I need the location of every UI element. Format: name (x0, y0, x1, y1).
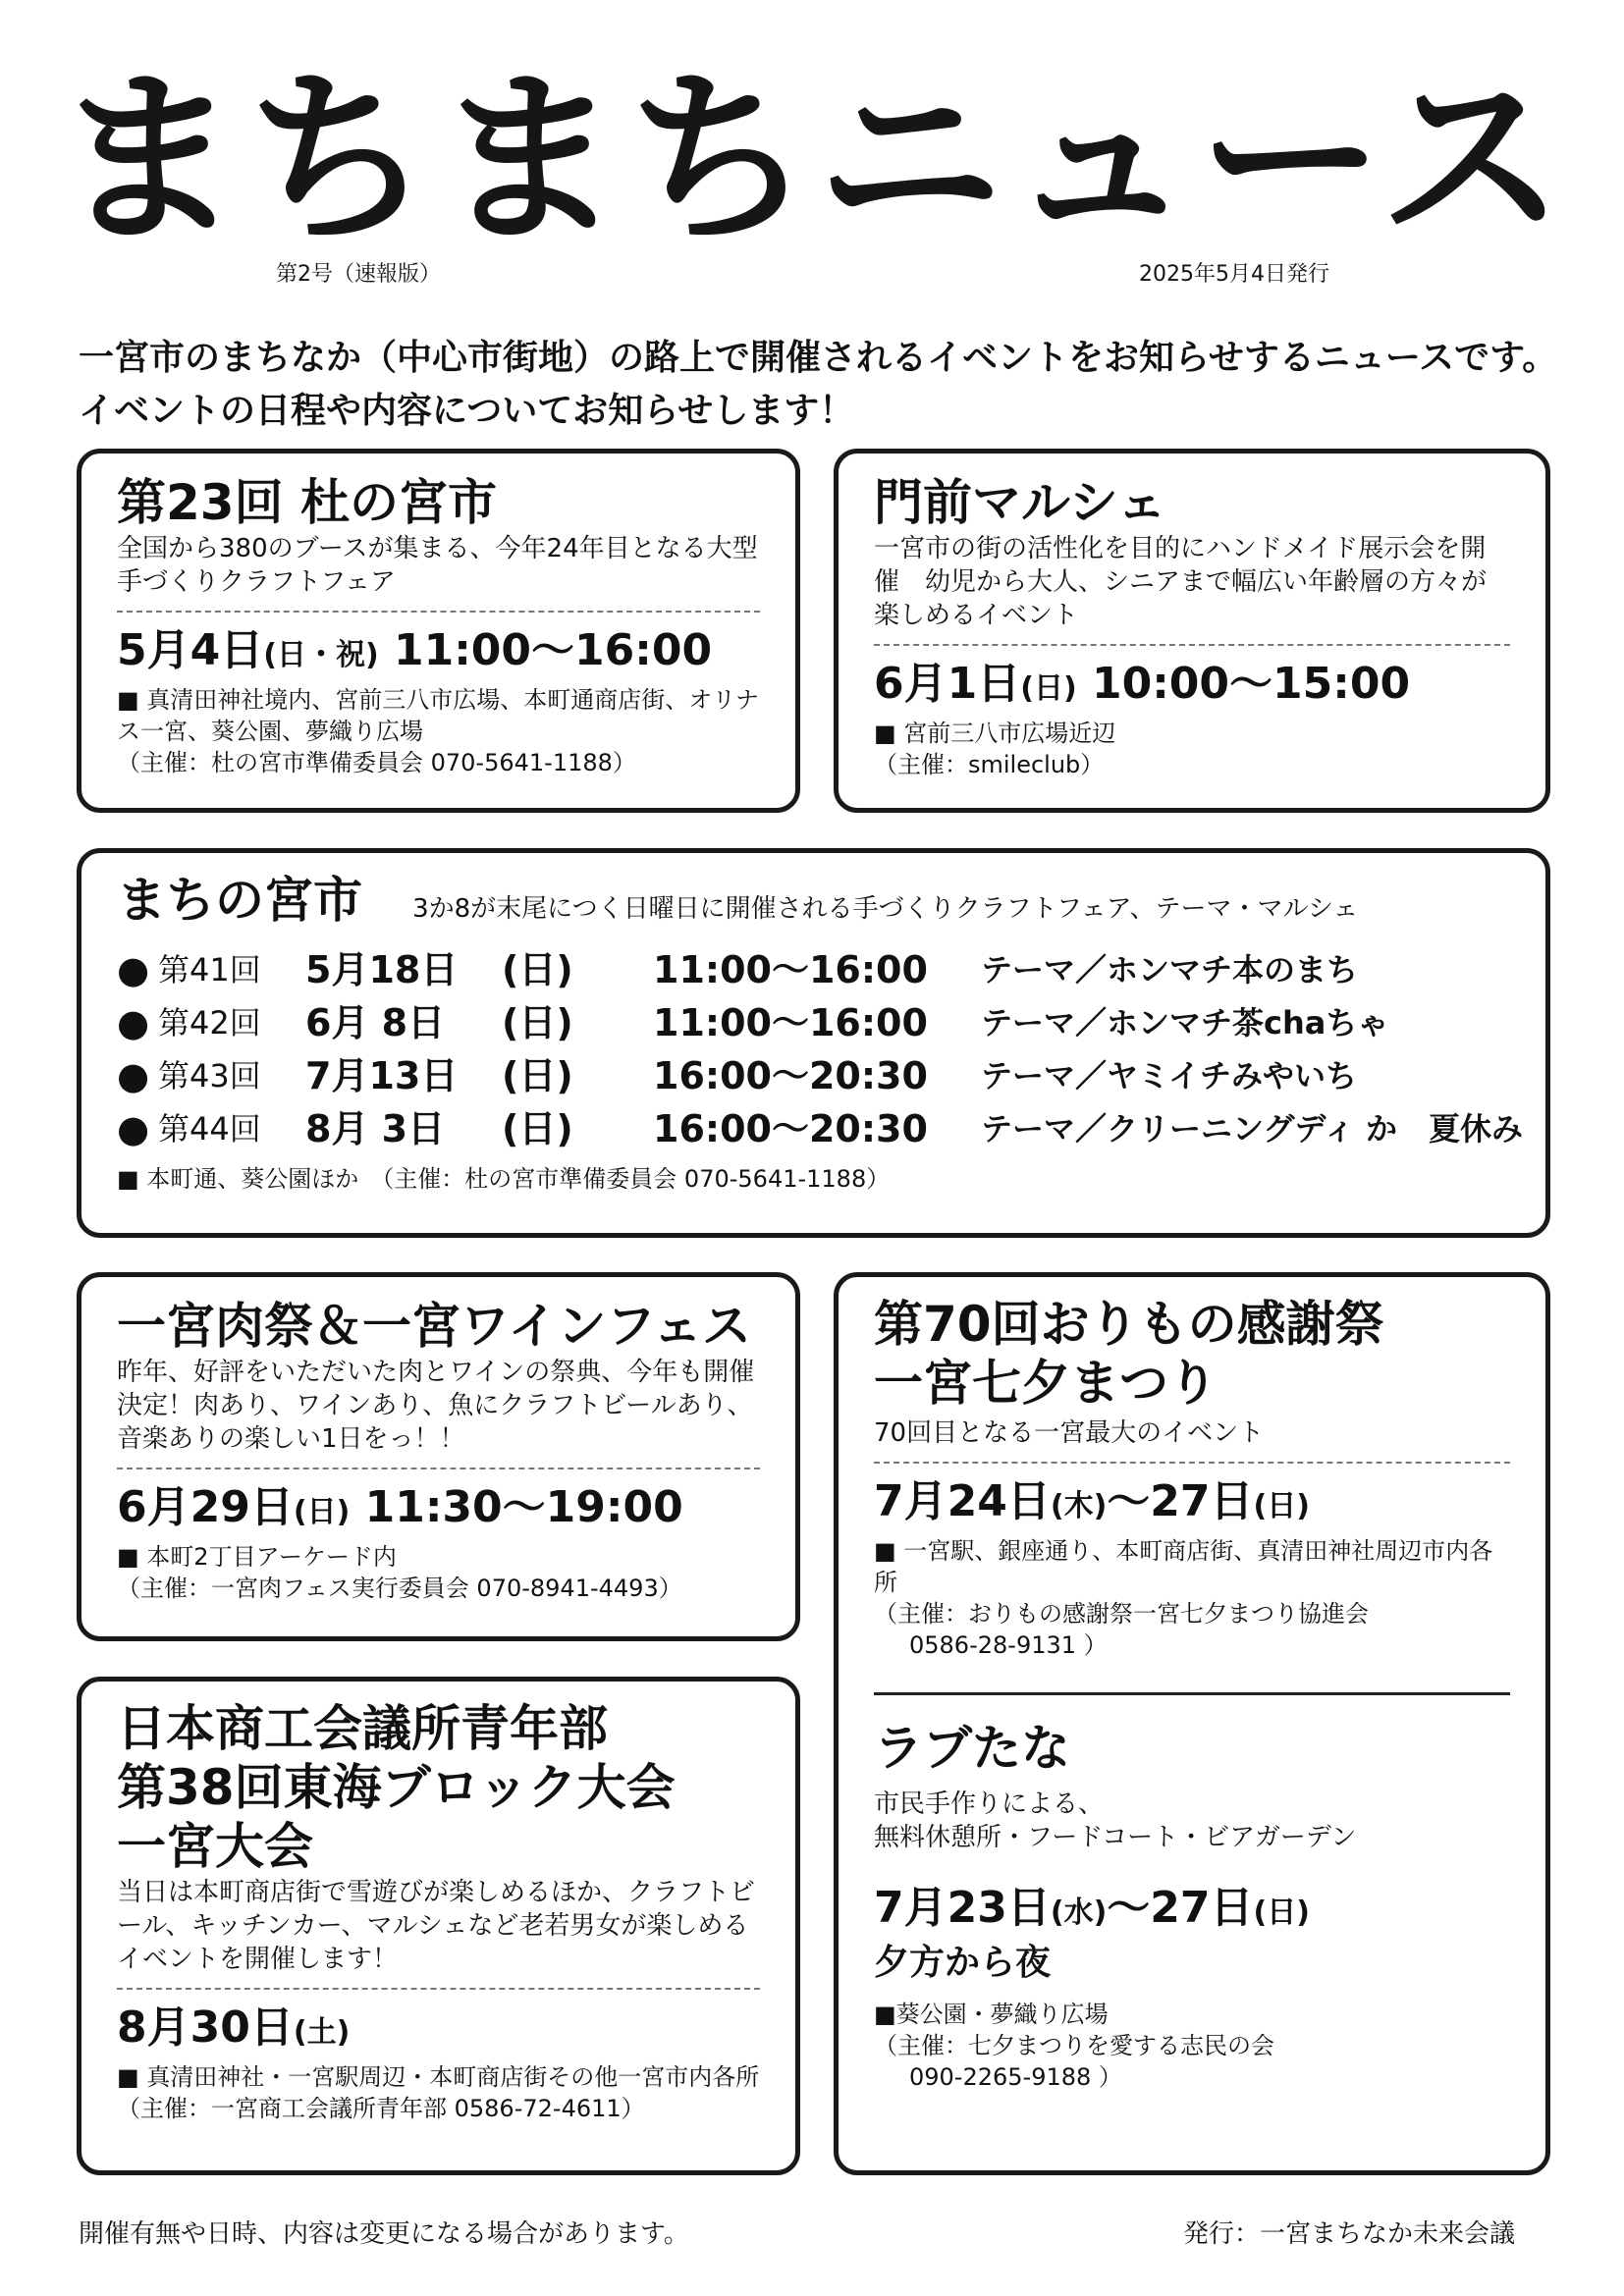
event-organizer-line-1: （主催：七夕まつりを愛する志民の会 (874, 2032, 1274, 2059)
event-card-machinomiya (77, 848, 1550, 1238)
event-location: ■ 一宮駅、銀座通り、本町商店街、真清田神社周辺市内各所 (874, 1537, 1493, 1596)
schedule-num: 第44回 (158, 1110, 261, 1148)
date-weekday: (土) (293, 2015, 351, 2050)
event-location: ■ 宮前三八市広場近辺 (874, 720, 1116, 747)
schedule-date: 7月13日 (305, 1054, 459, 1097)
schedule-num: 第43回 (158, 1057, 261, 1095)
schedule-theme: テーマ／ホンマチ茶chaちゃ (981, 1004, 1389, 1041)
divider (874, 1462, 1510, 1464)
event-card-morinomiya (77, 449, 800, 813)
event-time: 10:00〜15:00 (1091, 659, 1411, 709)
date-end-weekday: (日) (1253, 1489, 1310, 1523)
event-title: 第23回 杜の宮市 (117, 474, 497, 531)
schedule-num: 第42回 (158, 1004, 261, 1041)
event-description: 全国から380のブースが集まる、今年24年目となる大型手づくりクラフトフェア (117, 534, 758, 597)
event-title: まちの宮市 (117, 872, 362, 929)
divider (117, 1988, 760, 1990)
event-time: 11:30〜19:00 (364, 1482, 683, 1532)
event-title: 門前マルシェ (874, 474, 1166, 531)
event-card-monzen (834, 449, 1550, 813)
event-organizer-line-2: 0586-28-9131 ） (909, 1631, 1108, 1659)
publish-date: 2025年5月4日発行 (1139, 262, 1329, 287)
event-title-line-1: 日本商工会議所青年部 (117, 1700, 608, 1757)
event-description-line-1: 市民手作りによる、 (874, 1789, 1105, 1819)
event-date (874, 1880, 1510, 1942)
event-title-line-2: 第38回東海ブロック大会 (117, 1759, 676, 1816)
event-title-line-1: 第70回おりもの感謝祭 (874, 1296, 1384, 1353)
date-weekday: (日) (1020, 671, 1077, 706)
schedule-bullet: ● (117, 1107, 150, 1150)
schedule-day: (日) (502, 1107, 573, 1150)
event-organizer-line-2: 090-2265-9188 ） (909, 2063, 1122, 2091)
event-location: ■ 真清田神社・一宮駅周辺・本町商店街その他一宮市内各所 (117, 2063, 760, 2091)
event-description: 昨年、好評をいただいた肉とワインの祭典、今年も開催決定！肉あり、ワインあり、魚にクラフトビールあり、音楽ありの楽しい1日をっ！！ (117, 1358, 755, 1454)
event-subtitle: 3か8が末尾につく日曜日に開催される手づくりクラフトフェア、テーマ・マルシェ (412, 894, 1359, 924)
date-main: 8月30日 (117, 2002, 294, 2053)
schedule-num: 第41回 (158, 951, 261, 988)
event-date (117, 1479, 760, 1541)
event-location: ■ 本町2丁目アーケード内 (117, 1543, 397, 1571)
date-end-weekday: (日) (1253, 1896, 1310, 1930)
schedule-time: 16:00〜20:30 (653, 1107, 928, 1150)
event-description: 当日は本町商店街で雪遊びが楽しめるほか、クラフトビール、キッチンカー、マルシェなど老若男女が楽しめるイベントを開催します！ (117, 1878, 756, 1974)
schedule-theme: テーマ／ホンマチ本のまち (981, 951, 1359, 988)
event-description: 70回目となる一宮最大のイベント (874, 1418, 1265, 1448)
event-header (117, 871, 1510, 930)
schedule-row (117, 1049, 1510, 1102)
date-tilde: 〜 (1107, 1476, 1151, 1526)
divider (874, 644, 1510, 646)
schedule-bullet: ● (117, 948, 150, 991)
schedule-date: 5月18日 (305, 948, 459, 991)
event-title-line-2: 一宮七夕まつり (874, 1355, 1218, 1412)
schedule-row (117, 996, 1510, 1049)
schedule-day: (日) (502, 1001, 573, 1044)
event-date (874, 656, 1510, 718)
event-title-lovetana: ラブたな (874, 1720, 1070, 1777)
date-tilde: 〜 (1107, 1883, 1151, 1933)
event-organizer: （主催：一宮肉フェス実行委員会 070-8941-4493） (117, 1575, 682, 1602)
date-main: 6月1日 (874, 659, 1021, 709)
event-description: 一宮市の街の活性化を目的にハンドメイド展示会を開催 幼児から大人、シニアまで幅広い年齢層の方々が楽しめるイベント (874, 534, 1488, 630)
event-date (117, 2000, 760, 2061)
event-title: 一宮肉祭＆一宮ワインフェス (117, 1298, 751, 1355)
schedule-row (117, 1102, 1523, 1155)
newsletter-title: まちまちニュース (54, 51, 1570, 268)
date-weekday: (日・祝) (263, 638, 379, 672)
event-organizer: （主催：一宮商工会議所青年部 0586-72-4611） (117, 2095, 645, 2122)
intro-line-1: 一宮市のまちなか（中心市街地）の路上で開催されるイベントをお知らせするニュースです。 (79, 338, 1558, 378)
schedule-time: 11:00〜16:00 (653, 1001, 928, 1044)
issue-number: 第2号（速報版） (276, 262, 441, 287)
event-organizer-line-1: （主催：おりもの感謝祭一宮七夕まつり協進会 (874, 1600, 1369, 1628)
event-title-line-3: 一宮大会 (117, 1818, 313, 1875)
date-end: 27日 (1150, 1476, 1254, 1526)
divider (117, 611, 760, 613)
date-weekday: (日) (293, 1495, 351, 1529)
event-date (874, 1473, 1510, 1535)
date-start: 7月23日 (874, 1883, 1051, 1933)
intro-text (79, 332, 1558, 438)
event-card-jcci (77, 1677, 800, 2175)
date-start: 7月24日 (874, 1476, 1051, 1526)
event-footer: ■ 本町通、葵公園ほか （主催：杜の宮市準備委員会 070-5641-1188） (117, 1165, 891, 1193)
schedule-theme: テーマ／ヤミイチみやいち (981, 1057, 1358, 1095)
schedule-day: (日) (502, 948, 573, 991)
date-start-weekday: (水) (1050, 1896, 1108, 1930)
event-location: ■ 真清田神社境内、宮前三八市広場、本町通商店街、オリナス一宮、葵公園、夢織り広場 (117, 686, 759, 745)
divider (117, 1468, 760, 1469)
publisher: 発行：一宮まちなか未来会議 (1183, 2219, 1516, 2249)
event-date (117, 622, 760, 684)
event-time: 夕方から夜 (874, 1943, 1052, 1983)
schedule-date: 8月 3日 (305, 1107, 446, 1150)
schedule-time: 16:00〜20:30 (653, 1054, 928, 1097)
change-notice: 開催有無や日時、内容は変更になる場合があります。 (79, 2219, 689, 2249)
event-description-line-2: 無料休憩所・フードコート・ビアガーデン (874, 1823, 1357, 1852)
event-organizer: （主催：smileclub） (874, 751, 1105, 778)
intro-line-2: イベントの日程や内容についてお知らせします！ (79, 391, 855, 431)
section-divider (874, 1692, 1510, 1695)
schedule-list (117, 943, 1523, 1155)
date-end: 27日 (1150, 1883, 1254, 1933)
schedule-theme: テーマ／クリーニングディ か 夏休み (981, 1110, 1523, 1148)
schedule-bullet: ● (117, 1054, 150, 1097)
schedule-row (117, 943, 1510, 996)
date-main: 6月29日 (117, 1482, 294, 1532)
event-time: 11:00〜16:00 (393, 625, 713, 675)
schedule-bullet: ● (117, 1001, 150, 1044)
schedule-time: 11:00〜16:00 (653, 948, 928, 991)
event-location: ■葵公園・夢織り広場 (874, 2001, 1109, 2028)
schedule-date: 6月 8日 (305, 1001, 446, 1044)
event-organizer: （主催：杜の宮市準備委員会 070-5641-1188） (117, 749, 636, 776)
event-card-nikusai (77, 1272, 800, 1641)
date-start-weekday: (木) (1050, 1489, 1108, 1523)
event-card-orimono (834, 1272, 1550, 2175)
date-main: 5月4日 (117, 625, 264, 675)
schedule-day: (日) (502, 1054, 573, 1097)
